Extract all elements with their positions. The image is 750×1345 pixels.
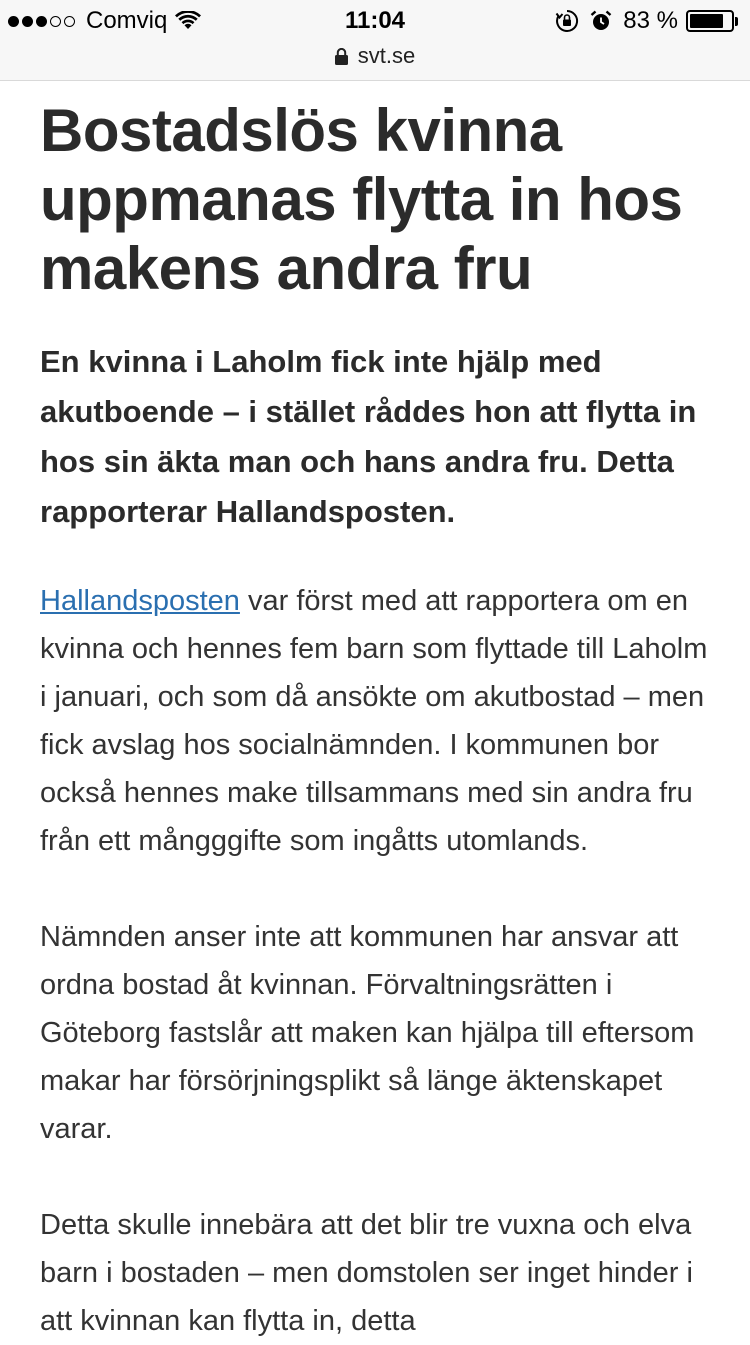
orientation-lock-icon (555, 9, 579, 33)
alarm-icon (589, 9, 613, 33)
lock-icon (335, 48, 348, 65)
battery-percent: 83 % (623, 7, 678, 34)
article-headline: Bostadslös kvinna uppmanas flytta in hos makens andra fru (40, 97, 683, 302)
article-paragraph: Detta skulle innebära att det blir tre vuxna och elva barn i bostaden – men domstolen ser inget hinder i att kvinnan kan flytta in, detta (40, 1209, 693, 1337)
article (40, 96, 710, 1345)
article-lead: En kvinna i Laholm fick inte hjälp med akutboende – i stället råddes hon att flytta in hos sin äkta man och hans andra fru. Detta rapporterar Hallandsposten. (40, 344, 697, 529)
hallandsposten-link[interactable]: Hallandsposten (40, 585, 240, 617)
article-paragraph: Nämnden anser inte att kommunen har ansvar att ordna bostad åt kvinnan. Förvaltningsrätten i Göteborg fastslår att maken kan hjälpa till eftersom makar har försörjningsplikt så länge äktenskapet varar. (40, 921, 695, 1145)
browser-top-bar (0, 0, 750, 81)
battery-level-fill (690, 14, 723, 28)
paragraph-text: var först med att rapportera om en kvinna och hennes fem barn som flyttade till Laholm i januari, och som då ansökte om akutbostad – men fick avslag hos socialnämnden. I kommunen bor också hennes make tillsammans med sin andra fru från ett mångggifte som ingåtts utomlands. (40, 585, 708, 857)
url-text: svt.se (357, 43, 416, 68)
article-paragraph (40, 577, 710, 865)
status-right (555, 7, 738, 35)
status-bar (0, 0, 750, 40)
carrier-name: Comviq (86, 7, 168, 34)
battery-icon (686, 10, 734, 32)
address-bar[interactable] (0, 40, 750, 72)
battery-cap (735, 17, 738, 26)
status-time: 11:04 (344, 7, 406, 34)
